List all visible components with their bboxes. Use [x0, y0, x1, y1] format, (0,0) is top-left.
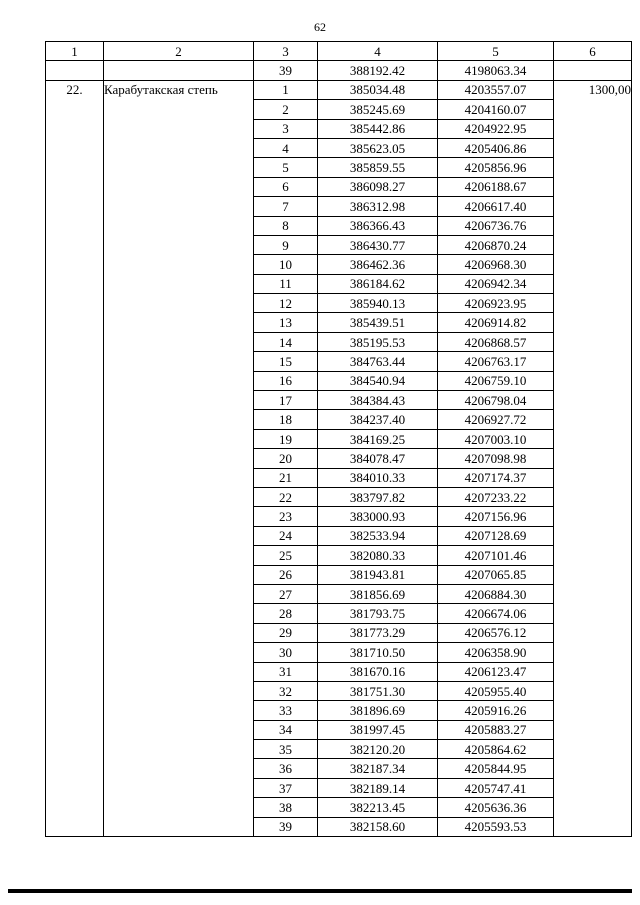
y-coordinate: 4206942.34	[438, 274, 554, 293]
y-coordinate: 4206923.95	[438, 294, 554, 313]
point-number: 5	[254, 158, 318, 177]
point-number: 10	[254, 255, 318, 274]
x-coordinate: 381856.69	[318, 584, 438, 603]
x-coordinate: 385245.69	[318, 100, 438, 119]
x-coordinate: 386430.77	[318, 235, 438, 254]
point-number: 1	[254, 80, 318, 99]
x-coordinate: 386098.27	[318, 177, 438, 196]
x-coordinate: 382187.34	[318, 759, 438, 778]
page-number: 62	[314, 20, 326, 34]
y-coordinate: 4205636.36	[438, 798, 554, 817]
y-coordinate: 4207003.10	[438, 429, 554, 448]
item-name: Карабутакская степь	[104, 80, 254, 836]
x-coordinate: 382158.60	[318, 817, 438, 836]
point-number: 30	[254, 643, 318, 662]
y-coordinate: 4206884.30	[438, 584, 554, 603]
point-number: 37	[254, 778, 318, 797]
y-coordinate: 4206736.76	[438, 216, 554, 235]
x-coordinate: 381670.16	[318, 662, 438, 681]
x-coordinate: 383797.82	[318, 487, 438, 506]
y-coordinate: 4207156.96	[438, 507, 554, 526]
x-coordinate: 386184.62	[318, 274, 438, 293]
y-coordinate: 4206576.12	[438, 623, 554, 642]
x-coordinate: 383000.93	[318, 507, 438, 526]
y-coordinate: 4206759.10	[438, 371, 554, 390]
point-number: 11	[254, 274, 318, 293]
y-coordinate: 4206358.90	[438, 643, 554, 662]
x-coordinate: 385623.05	[318, 138, 438, 157]
point-number: 19	[254, 429, 318, 448]
item-number: 22.	[46, 80, 104, 836]
y-coordinate: 4205856.96	[438, 158, 554, 177]
header-cell: 1	[46, 42, 104, 61]
y-coordinate: 4206798.04	[438, 391, 554, 410]
y-coordinate: 4207128.69	[438, 526, 554, 545]
x-coordinate: 384078.47	[318, 449, 438, 468]
point-number: 8	[254, 216, 318, 235]
x-coordinate: 384237.40	[318, 410, 438, 429]
empty-cell	[104, 61, 254, 80]
point-number: 15	[254, 352, 318, 371]
x-coordinate: 385442.86	[318, 119, 438, 138]
point-number: 9	[254, 235, 318, 254]
point-number: 32	[254, 681, 318, 700]
y-coordinate: 4205844.95	[438, 759, 554, 778]
carry-over-row	[46, 61, 632, 80]
point-number: 27	[254, 584, 318, 603]
point-number: 16	[254, 371, 318, 390]
y-coordinate: 4206123.47	[438, 662, 554, 681]
point-number: 34	[254, 720, 318, 739]
y-coordinate: 4207101.46	[438, 546, 554, 565]
header-cell: 2	[104, 42, 254, 61]
point-number: 4	[254, 138, 318, 157]
y-coordinate: 4205864.62	[438, 740, 554, 759]
y-coordinate: 4205747.41	[438, 778, 554, 797]
point-number: 26	[254, 565, 318, 584]
x-coordinate: 384384.43	[318, 391, 438, 410]
point-number: 13	[254, 313, 318, 332]
item-area: 1300,00	[554, 80, 632, 836]
x-coordinate: 386462.36	[318, 255, 438, 274]
x-coordinate: 384169.25	[318, 429, 438, 448]
point-number: 39	[254, 61, 318, 80]
y-coordinate: 4206617.40	[438, 197, 554, 216]
x-coordinate: 382120.20	[318, 740, 438, 759]
y-coordinate: 4207174.37	[438, 468, 554, 487]
header-cell: 3	[254, 42, 318, 61]
point-number: 6	[254, 177, 318, 196]
x-coordinate: 385439.51	[318, 313, 438, 332]
point-number: 33	[254, 701, 318, 720]
x-coordinate: 382189.14	[318, 778, 438, 797]
x-coordinate: 385034.48	[318, 80, 438, 99]
y-coordinate: 4205916.26	[438, 701, 554, 720]
empty-cell	[46, 61, 104, 80]
empty-cell	[554, 61, 632, 80]
y-coordinate: 4206914.82	[438, 313, 554, 332]
x-coordinate: 381997.45	[318, 720, 438, 739]
y-coordinate: 4206763.17	[438, 352, 554, 371]
y-coordinate: 4206968.30	[438, 255, 554, 274]
point-number: 2	[254, 100, 318, 119]
x-coordinate: 381710.50	[318, 643, 438, 662]
y-coordinate: 4205406.86	[438, 138, 554, 157]
x-coordinate: 384540.94	[318, 371, 438, 390]
point-number: 35	[254, 740, 318, 759]
y-coordinate: 4205593.53	[438, 817, 554, 836]
header-cell: 6	[554, 42, 632, 61]
x-coordinate: 381751.30	[318, 681, 438, 700]
x-coordinate: 385940.13	[318, 294, 438, 313]
point-number: 14	[254, 332, 318, 351]
x-coordinate: 382213.45	[318, 798, 438, 817]
x-coordinate: 384763.44	[318, 352, 438, 371]
bottom-rule	[8, 889, 632, 893]
y-coordinate: 4204922.95	[438, 119, 554, 138]
x-coordinate: 386312.98	[318, 197, 438, 216]
point-number: 18	[254, 410, 318, 429]
point-number: 22	[254, 487, 318, 506]
header-row	[46, 42, 632, 61]
x-coordinate: 381793.75	[318, 604, 438, 623]
point-number: 12	[254, 294, 318, 313]
header-cell: 5	[438, 42, 554, 61]
y-coordinate: 4205883.27	[438, 720, 554, 739]
point-number: 38	[254, 798, 318, 817]
x-coordinate: 381943.81	[318, 565, 438, 584]
header-cell: 4	[318, 42, 438, 61]
point-number: 21	[254, 468, 318, 487]
y-coordinate: 4206188.67	[438, 177, 554, 196]
x-coordinate: 385859.55	[318, 158, 438, 177]
x-coordinate: 386366.43	[318, 216, 438, 235]
y-coordinate: 4198063.34	[438, 61, 554, 80]
point-number: 25	[254, 546, 318, 565]
x-coordinate: 381773.29	[318, 623, 438, 642]
point-number: 36	[254, 759, 318, 778]
y-coordinate: 4204160.07	[438, 100, 554, 119]
x-coordinate: 388192.42	[318, 61, 438, 80]
point-number: 24	[254, 526, 318, 545]
x-coordinate: 381896.69	[318, 701, 438, 720]
point-number: 20	[254, 449, 318, 468]
point-number: 17	[254, 391, 318, 410]
point-number: 28	[254, 604, 318, 623]
point-number: 29	[254, 623, 318, 642]
point-number: 3	[254, 119, 318, 138]
y-coordinate: 4207065.85	[438, 565, 554, 584]
y-coordinate: 4203557.07	[438, 80, 554, 99]
x-coordinate: 385195.53	[318, 332, 438, 351]
table-row	[46, 80, 632, 99]
point-number: 31	[254, 662, 318, 681]
y-coordinate: 4206868.57	[438, 332, 554, 351]
x-coordinate: 382080.33	[318, 546, 438, 565]
coordinates-table	[45, 41, 632, 837]
point-number: 39	[254, 817, 318, 836]
y-coordinate: 4207098.98	[438, 449, 554, 468]
point-number: 23	[254, 507, 318, 526]
y-coordinate: 4206870.24	[438, 235, 554, 254]
point-number: 7	[254, 197, 318, 216]
y-coordinate: 4205955.40	[438, 681, 554, 700]
x-coordinate: 384010.33	[318, 468, 438, 487]
y-coordinate: 4206674.06	[438, 604, 554, 623]
y-coordinate: 4206927.72	[438, 410, 554, 429]
y-coordinate: 4207233.22	[438, 487, 554, 506]
x-coordinate: 382533.94	[318, 526, 438, 545]
